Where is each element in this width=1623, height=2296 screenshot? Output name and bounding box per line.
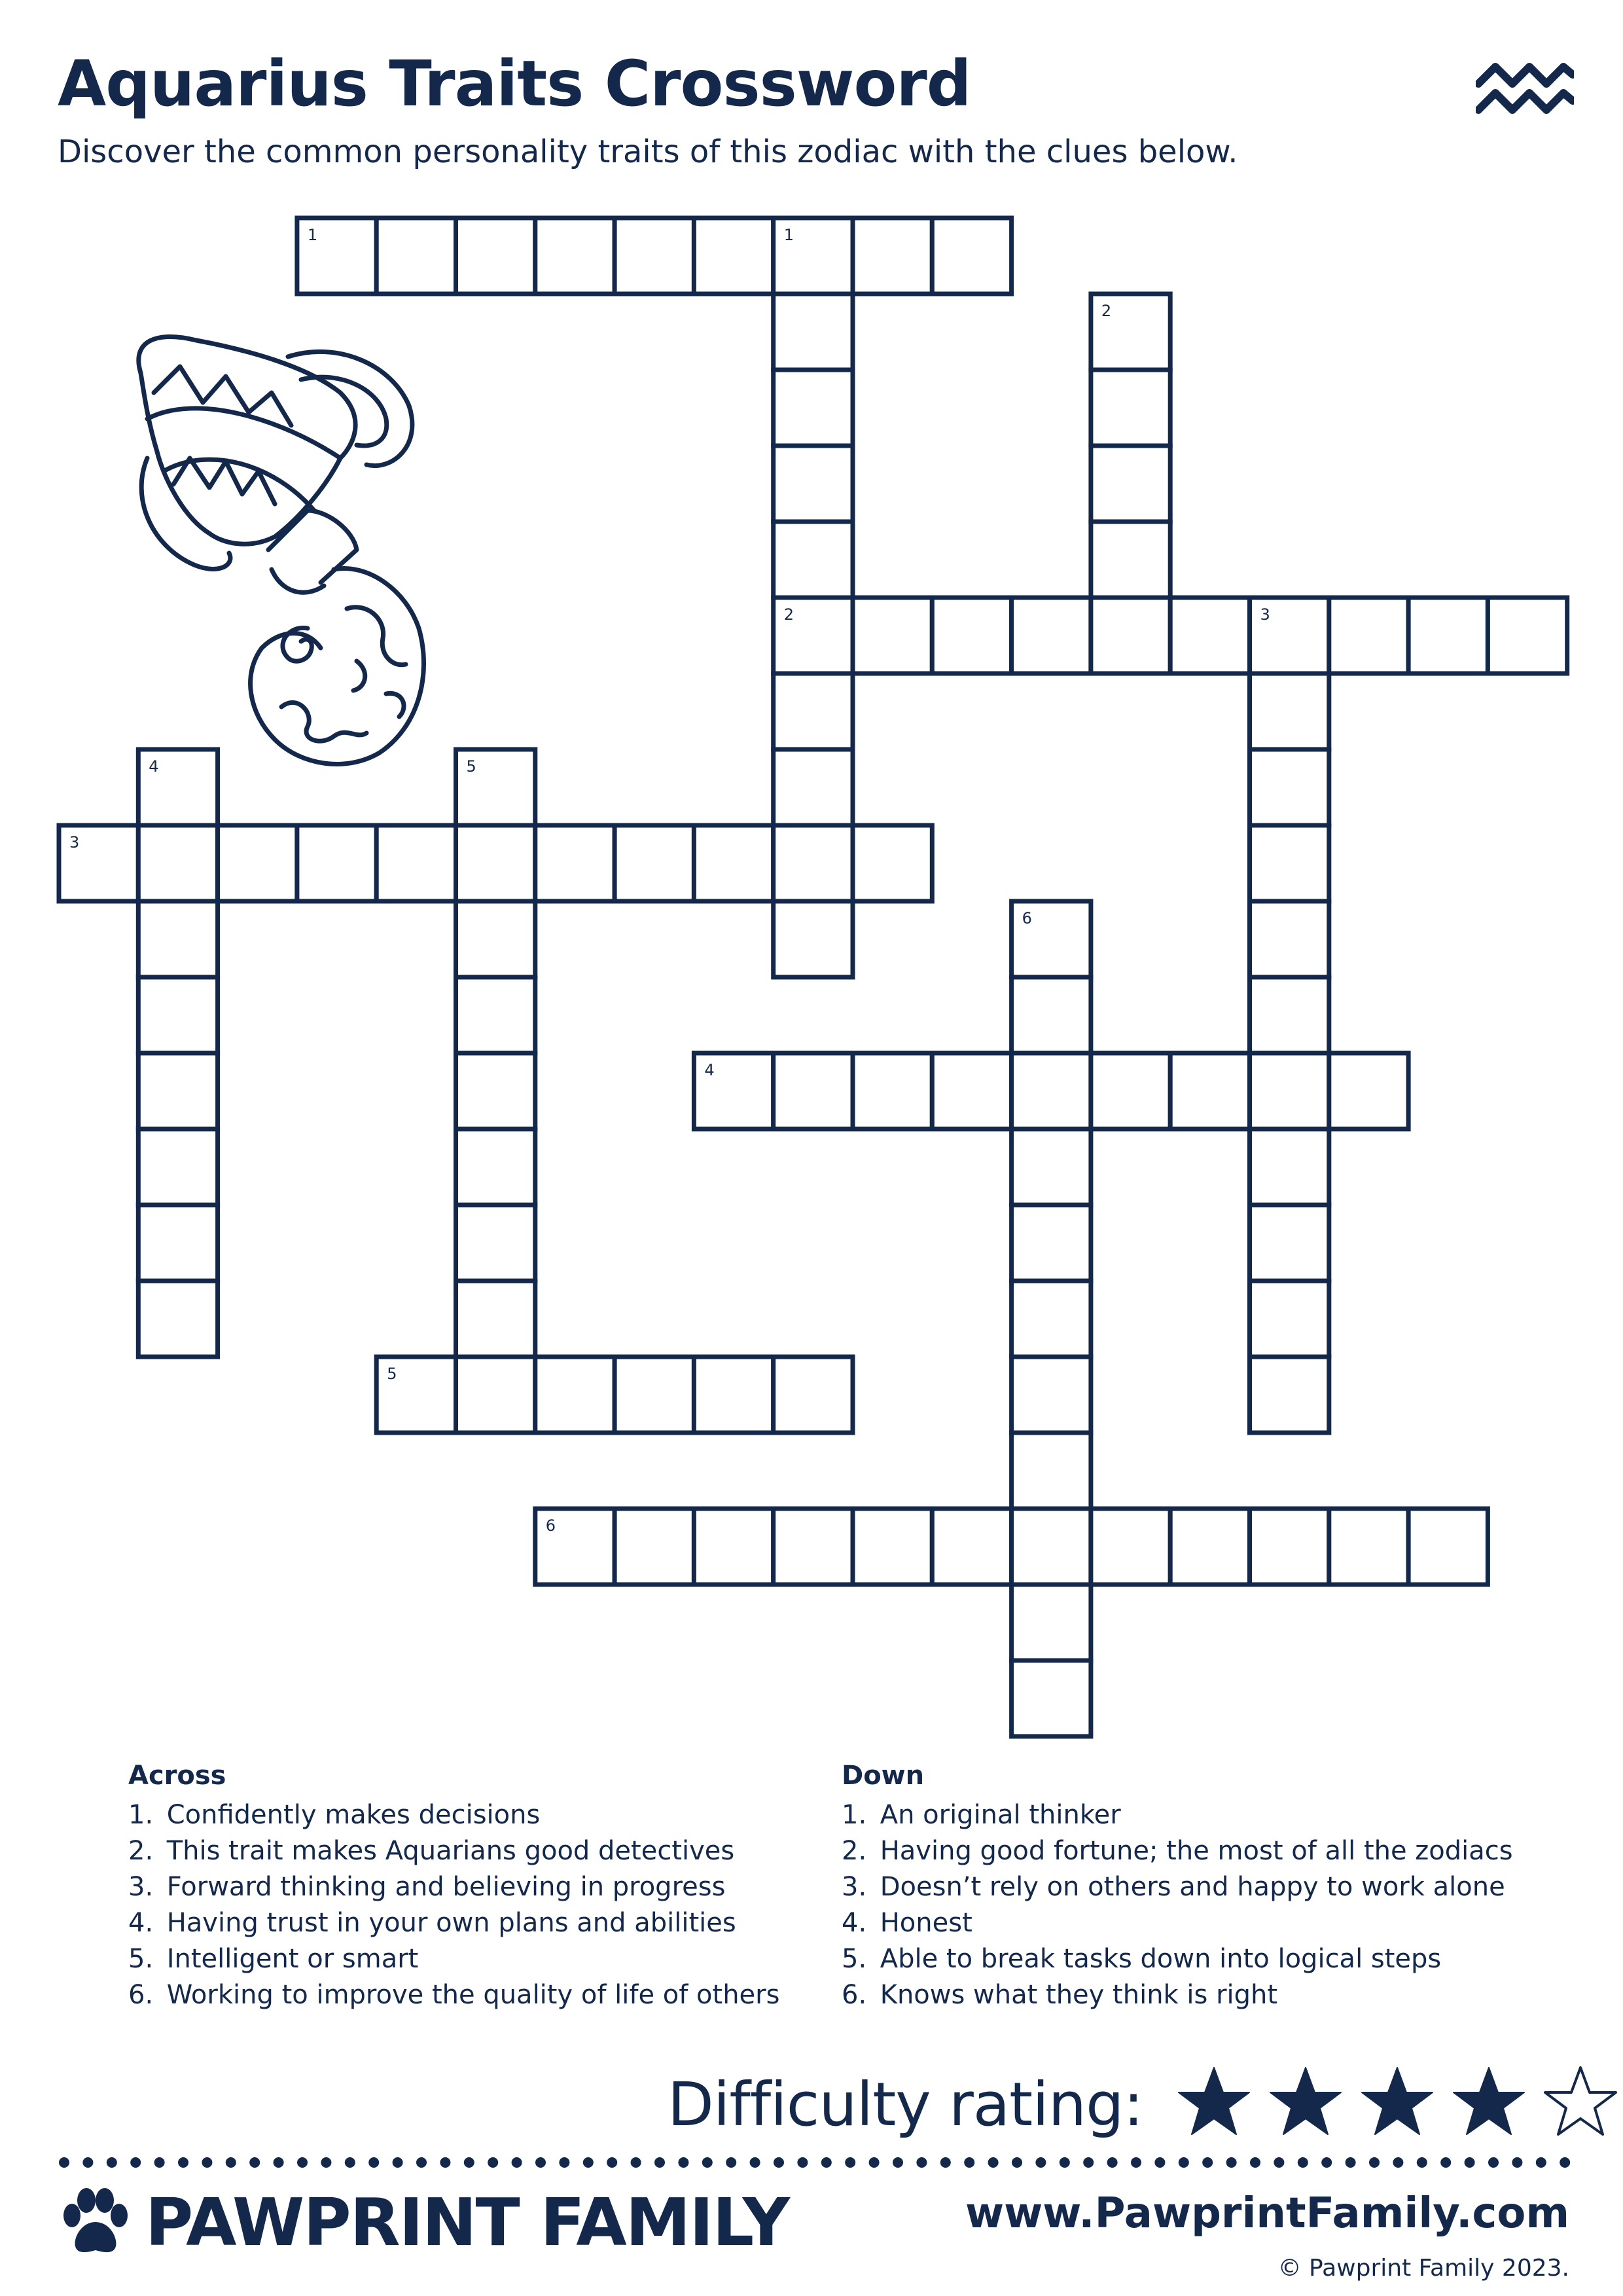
crossword-cell[interactable] — [138, 977, 217, 1053]
crossword-cell[interactable] — [535, 218, 615, 294]
crossword-cells — [59, 218, 1567, 1736]
page-title: Aquarius Traits Crossword — [58, 47, 971, 120]
crossword-cell[interactable] — [932, 218, 1011, 294]
divider-dot — [774, 2157, 784, 2168]
crossword-cell[interactable] — [1329, 1509, 1408, 1585]
across-clue: 4. Having trust in your own plans and abilities — [128, 1908, 736, 1938]
divider-dot — [1060, 2157, 1070, 2168]
divider-dot — [82, 2157, 93, 2168]
crossword-cell[interactable] — [932, 598, 1011, 673]
divider-dot — [1202, 2157, 1213, 2168]
divider-dot — [1321, 2157, 1332, 2168]
crossword-cell[interactable] — [1012, 1053, 1091, 1129]
clue-number-down: 6 — [1022, 909, 1032, 927]
crossword-cell[interactable] — [932, 1053, 1011, 1129]
crossword-cell[interactable] — [774, 825, 853, 901]
crossword-cell[interactable] — [138, 825, 217, 901]
crossword-cell[interactable] — [1170, 598, 1249, 673]
crossword-cell[interactable] — [376, 218, 455, 294]
crossword-cell[interactable] — [1012, 598, 1091, 673]
clue-number-across: 5 — [387, 1365, 397, 1383]
crossword-cell[interactable] — [774, 446, 853, 522]
divider-dot — [607, 2157, 617, 2168]
clue-number-down: 4 — [149, 757, 159, 776]
divider-dot — [1107, 2157, 1118, 2168]
down-clues — [842, 1761, 1548, 2013]
clue-number-down: 2 — [1101, 302, 1112, 320]
divider-dot — [1512, 2157, 1522, 2168]
crossword-cell[interactable] — [774, 522, 853, 598]
crossword-cell[interactable] — [774, 673, 853, 749]
clue-number-down: 1 — [783, 226, 794, 244]
crossword-cell[interactable] — [1091, 1053, 1170, 1129]
divider-dot — [274, 2157, 284, 2168]
divider-dot — [940, 2157, 951, 2168]
crossword-cell[interactable] — [853, 1053, 932, 1129]
crossword-cell[interactable] — [1170, 1509, 1249, 1585]
crossword-cell[interactable] — [297, 825, 376, 901]
divider-dot — [1536, 2157, 1546, 2168]
crossword-cell[interactable] — [615, 1357, 694, 1433]
star-filled-icon — [1175, 2064, 1253, 2142]
divider-dot — [393, 2157, 403, 2168]
down-clue: 5. Able to break tasks down into logical steps — [842, 1944, 1442, 1974]
crossword-cell[interactable] — [1012, 1433, 1091, 1509]
crossword-cell[interactable] — [1091, 598, 1170, 673]
crossword-cell[interactable] — [376, 825, 455, 901]
crossword-cell[interactable] — [1012, 1205, 1091, 1281]
crossword-cell[interactable] — [1012, 1281, 1091, 1357]
divider-dot — [583, 2157, 594, 2168]
divider-dot — [249, 2157, 260, 2168]
crossword-cell[interactable] — [1012, 1585, 1091, 1660]
crossword-cell[interactable] — [218, 825, 297, 901]
crossword-cell[interactable] — [774, 1357, 853, 1433]
crossword-cell[interactable] — [853, 1509, 932, 1585]
divider-dot — [202, 2157, 212, 2168]
divider-dot — [107, 2157, 117, 2168]
crossword-cell[interactable] — [694, 1357, 773, 1433]
crossword-cell[interactable] — [456, 1129, 535, 1205]
crossword-cell[interactable] — [932, 1509, 1011, 1585]
water-jar-illustration — [139, 336, 424, 764]
divider-dot — [1179, 2157, 1189, 2168]
crossword-cell[interactable] — [615, 1509, 694, 1585]
divider-dot — [821, 2157, 832, 2168]
crossword-cell[interactable] — [1250, 1129, 1329, 1205]
crossword-cell[interactable] — [1250, 901, 1329, 977]
crossword-cell[interactable] — [1250, 1357, 1329, 1433]
crossword-cell[interactable] — [853, 825, 932, 901]
difficulty-stars — [1162, 2064, 1620, 2145]
crossword-cell[interactable] — [138, 1205, 217, 1281]
divider-dot — [297, 2157, 308, 2168]
divider-dot — [1226, 2157, 1237, 2168]
divider-dot — [702, 2157, 713, 2168]
divider-dot — [678, 2157, 688, 2168]
divider-dot — [845, 2157, 855, 2168]
down-heading: Down — [842, 1761, 925, 1791]
divider-dot — [440, 2157, 450, 2168]
divider-dot — [226, 2157, 236, 2168]
crossword-cell[interactable] — [774, 1509, 853, 1585]
clue-number-down: 5 — [466, 757, 476, 776]
crossword-cell[interactable] — [456, 218, 535, 294]
divider-dot — [154, 2157, 165, 2168]
crossword-cell[interactable] — [456, 1205, 535, 1281]
difficulty-rating — [668, 2065, 1620, 2144]
crossword-cell[interactable] — [1091, 370, 1170, 446]
divider-dot — [345, 2157, 355, 2168]
crossword-cell[interactable] — [138, 1053, 217, 1129]
crossword-cell[interactable] — [456, 1281, 535, 1357]
paw-icon — [59, 2186, 131, 2258]
divider-dot — [726, 2157, 736, 2168]
crossword-cell[interactable] — [1250, 1509, 1329, 1585]
divider-dot — [1083, 2157, 1094, 2168]
across-clue: 1. Confidently makes decisions — [128, 1800, 541, 1830]
crossword-cell[interactable] — [853, 598, 932, 673]
crossword-cell[interactable] — [1488, 598, 1567, 673]
copyright-text: © Pawprint Family 2023. — [1277, 2255, 1569, 2282]
across-heading: Across — [128, 1761, 226, 1791]
divider-dot — [416, 2157, 427, 2168]
crossword-cell[interactable] — [1250, 1205, 1329, 1281]
crossword-cell[interactable] — [456, 901, 535, 977]
divider-dot — [1369, 2157, 1380, 2168]
clue-number-across: 4 — [704, 1061, 715, 1079]
crossword-cell[interactable] — [615, 218, 694, 294]
divider-dot — [535, 2157, 546, 2168]
divider-dot — [368, 2157, 379, 2168]
clue-number-across: 2 — [783, 605, 794, 624]
divider-dot — [797, 2157, 808, 2168]
star-filled-icon — [1358, 2064, 1436, 2142]
crossword-cell[interactable] — [694, 1509, 773, 1585]
divider-dot — [512, 2157, 522, 2168]
brand-name: PAWPRINT FAMILY — [145, 2183, 789, 2261]
divider-dot — [654, 2157, 665, 2168]
across-clue: 2. This trait makes Aquarians good detectives — [128, 1836, 735, 1866]
down-clue: 6. Knows what they think is right — [842, 1980, 1278, 2010]
divider-dot — [1131, 2157, 1141, 2168]
dotted-divider — [59, 2157, 1571, 2168]
crossword-cell[interactable] — [1329, 1053, 1408, 1129]
divider-dot — [1417, 2157, 1427, 2168]
divider-dot — [59, 2157, 69, 2168]
divider-dot — [631, 2157, 641, 2168]
divider-dot — [988, 2157, 999, 2168]
crossword-cell[interactable] — [1170, 1053, 1249, 1129]
crossword-cell[interactable] — [456, 1357, 535, 1433]
divider-dot — [750, 2157, 760, 2168]
clue-number-across: 6 — [545, 1516, 556, 1535]
crossword-cell[interactable] — [1012, 1660, 1091, 1736]
crossword-cell[interactable] — [1408, 1509, 1488, 1585]
crossword-cell[interactable] — [1091, 1509, 1170, 1585]
clue-number-down: 3 — [1260, 605, 1270, 624]
crossword-cell[interactable] — [1012, 1129, 1091, 1205]
star-filled-icon — [1450, 2064, 1528, 2142]
crossword-cell[interactable] — [1408, 598, 1488, 673]
divider-dot — [1465, 2157, 1475, 2168]
star-filled-icon — [1266, 2064, 1345, 2142]
crossword-cell[interactable] — [774, 749, 853, 825]
crossword-cell[interactable] — [1012, 1509, 1091, 1585]
crossword-cell[interactable] — [456, 977, 535, 1053]
crossword-cell[interactable] — [774, 1053, 853, 1129]
divider-dot — [1035, 2157, 1046, 2168]
crossword-cell[interactable] — [535, 1357, 615, 1433]
across-clue: 3. Forward thinking and believing in progress — [128, 1872, 726, 1902]
down-clue: 1. An original thinker — [842, 1800, 1121, 1830]
crossword-cell[interactable] — [138, 1281, 217, 1357]
down-clue: 3. Doesn’t rely on others and happy to work alone — [842, 1872, 1505, 1902]
divider-dot — [1274, 2157, 1284, 2168]
divider-dot — [1012, 2157, 1022, 2168]
crossword-cell[interactable] — [694, 218, 773, 294]
crossword-cell[interactable] — [1250, 749, 1329, 825]
divider-dot — [1560, 2157, 1570, 2168]
divider-dot — [1298, 2157, 1308, 2168]
star-empty-icon — [1541, 2064, 1620, 2142]
across-clue: 6. Working to improve the quality of life of others — [128, 1980, 780, 2010]
divider-dot — [869, 2157, 880, 2168]
crossword-cell[interactable] — [138, 1129, 217, 1205]
divider-dot — [1488, 2157, 1499, 2168]
divider-dot — [464, 2157, 474, 2168]
divider-dot — [893, 2157, 903, 2168]
divider-dot — [1154, 2157, 1165, 2168]
divider-dot — [1440, 2157, 1451, 2168]
crossword-cell[interactable] — [1091, 522, 1170, 598]
divider-dot — [1250, 2157, 1260, 2168]
divider-dot — [178, 2157, 188, 2168]
crossword-cell[interactable] — [456, 1053, 535, 1129]
crossword-cell[interactable] — [1091, 446, 1170, 522]
crossword-cell[interactable] — [1250, 1281, 1329, 1357]
crossword-cell[interactable] — [774, 294, 853, 370]
crossword-cell[interactable] — [774, 370, 853, 446]
down-clue: 4. Honest — [842, 1908, 972, 1938]
clue-number-across: 1 — [307, 226, 318, 244]
divider-dot — [964, 2157, 974, 2168]
divider-dot — [130, 2157, 141, 2168]
crossword-cell[interactable] — [774, 901, 853, 977]
crossword-cell[interactable] — [853, 218, 932, 294]
crossword-cell[interactable] — [1012, 977, 1091, 1053]
divider-dot — [559, 2157, 569, 2168]
difficulty-label: Difficulty rating: — [668, 2069, 1143, 2140]
divider-dot — [488, 2157, 498, 2168]
crossword-cell[interactable] — [1250, 825, 1329, 901]
crossword-cell[interactable] — [1250, 977, 1329, 1053]
brand-logo — [59, 2183, 789, 2261]
across-clues — [128, 1761, 835, 2013]
crossword-cell[interactable] — [1250, 1053, 1329, 1129]
clue-number-across: 3 — [69, 833, 80, 852]
crossword-cell[interactable] — [456, 825, 535, 901]
down-clue: 2. Having good fortune; the most of all the zodiacs — [842, 1836, 1513, 1866]
crossword-cell[interactable] — [1329, 598, 1408, 673]
crossword-cell[interactable] — [694, 825, 773, 901]
divider-dot — [1346, 2157, 1356, 2168]
divider-dot — [1393, 2157, 1403, 2168]
website-link[interactable]: www.PawprintFamily.com — [965, 2189, 1569, 2238]
across-clue: 5. Intelligent or smart — [128, 1944, 419, 1974]
crossword-cell[interactable] — [615, 825, 694, 901]
divider-dot — [916, 2157, 927, 2168]
crossword-cell[interactable] — [1250, 673, 1329, 749]
crossword-cell[interactable] — [535, 825, 615, 901]
divider-dot — [321, 2157, 331, 2168]
page-subtitle: Discover the common personality traits of this zodiac with the clues below. — [58, 134, 1238, 170]
crossword-cell[interactable] — [138, 901, 217, 977]
crossword-cell[interactable] — [1012, 1357, 1091, 1433]
